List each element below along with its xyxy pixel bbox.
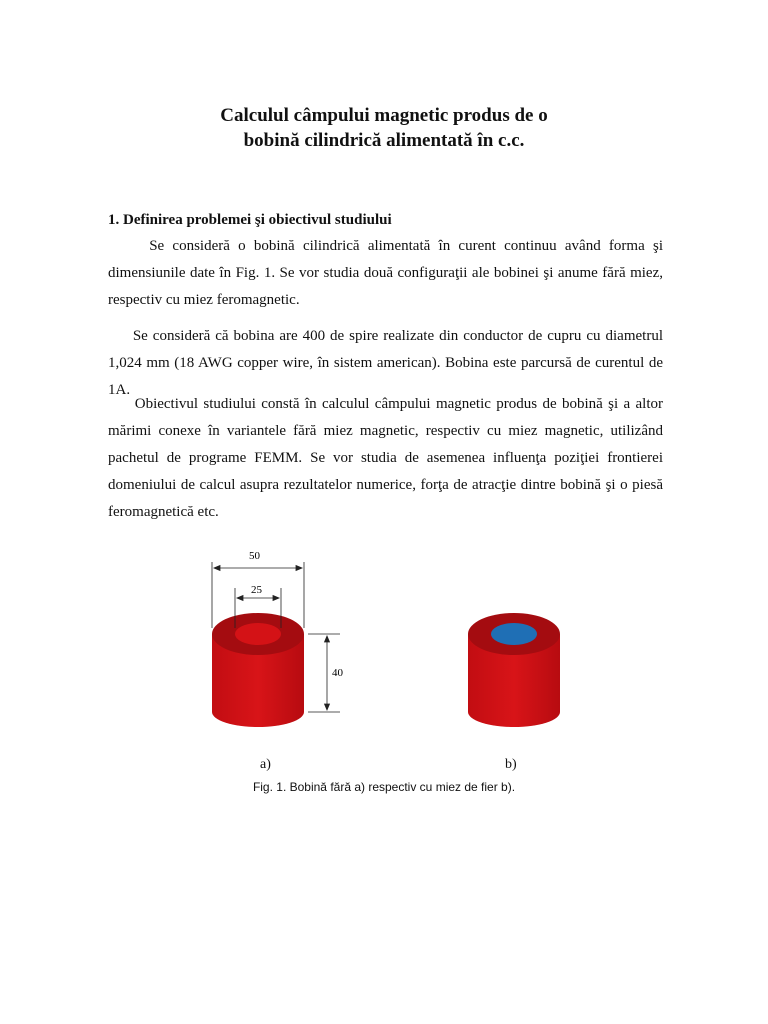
paragraph-3-text: Obiectivul studiului constă în calculul câmpului magnetic produs de bobină şi a altor mărimi conexe în variantele fără miez magnetic, respectiv cu miez magnetic, utilizând pachetul de programe FEMM. Se vor studia de asemenea influenţa poziţiei frontierei domeniului de calcul asupra rezultatelor numerice, forţa de atracţie dintre bobină şi o piesă feromagnetică etc. — [108, 396, 663, 520]
dim-inner-label: 25 — [251, 584, 262, 596]
figure-caption: Fig. 1. Bobină fără a) respectiv cu miez de fier b). — [252, 780, 516, 794]
coil-b-core — [491, 623, 537, 645]
paragraph-2-text: Se consideră că bobina are 400 de spire realizate din conductor de cupru cu diametrul 1,024 mm (18 AWG copper wire, în sistem american). Bobina este parcursă de curentul de 1A. — [108, 328, 663, 398]
paragraph-1-text: Se consideră o bobină cilindrică alimentată în curent continuu având forma şi dimensiunile date în Fig. 1. Se vor studia două configuraţii ale bobinei şi anume fără miez, respectiv cu miez feromagnetic. — [108, 238, 663, 308]
figure-label-a: a) — [260, 757, 271, 772]
dim-outer-label: 50 — [249, 550, 260, 562]
title-line-1: Calculul câmpului magnetic produs de o — [220, 105, 548, 126]
figure-label-b: b) — [505, 757, 517, 772]
title-line-2: bobină cilindrică alimentată în c.c. — [243, 130, 525, 151]
coil-with-core — [468, 613, 560, 727]
dim-height-label: 40 — [332, 667, 343, 679]
paragraph-1 — [108, 233, 663, 314]
document-title — [0, 103, 768, 153]
paragraph-3 — [108, 391, 663, 526]
coil-a-hole — [235, 623, 281, 645]
section-heading: 1. Definirea problemei şi obiectivul studiului — [108, 212, 392, 228]
coil-without-core — [212, 613, 304, 727]
coil-figure — [190, 540, 590, 740]
